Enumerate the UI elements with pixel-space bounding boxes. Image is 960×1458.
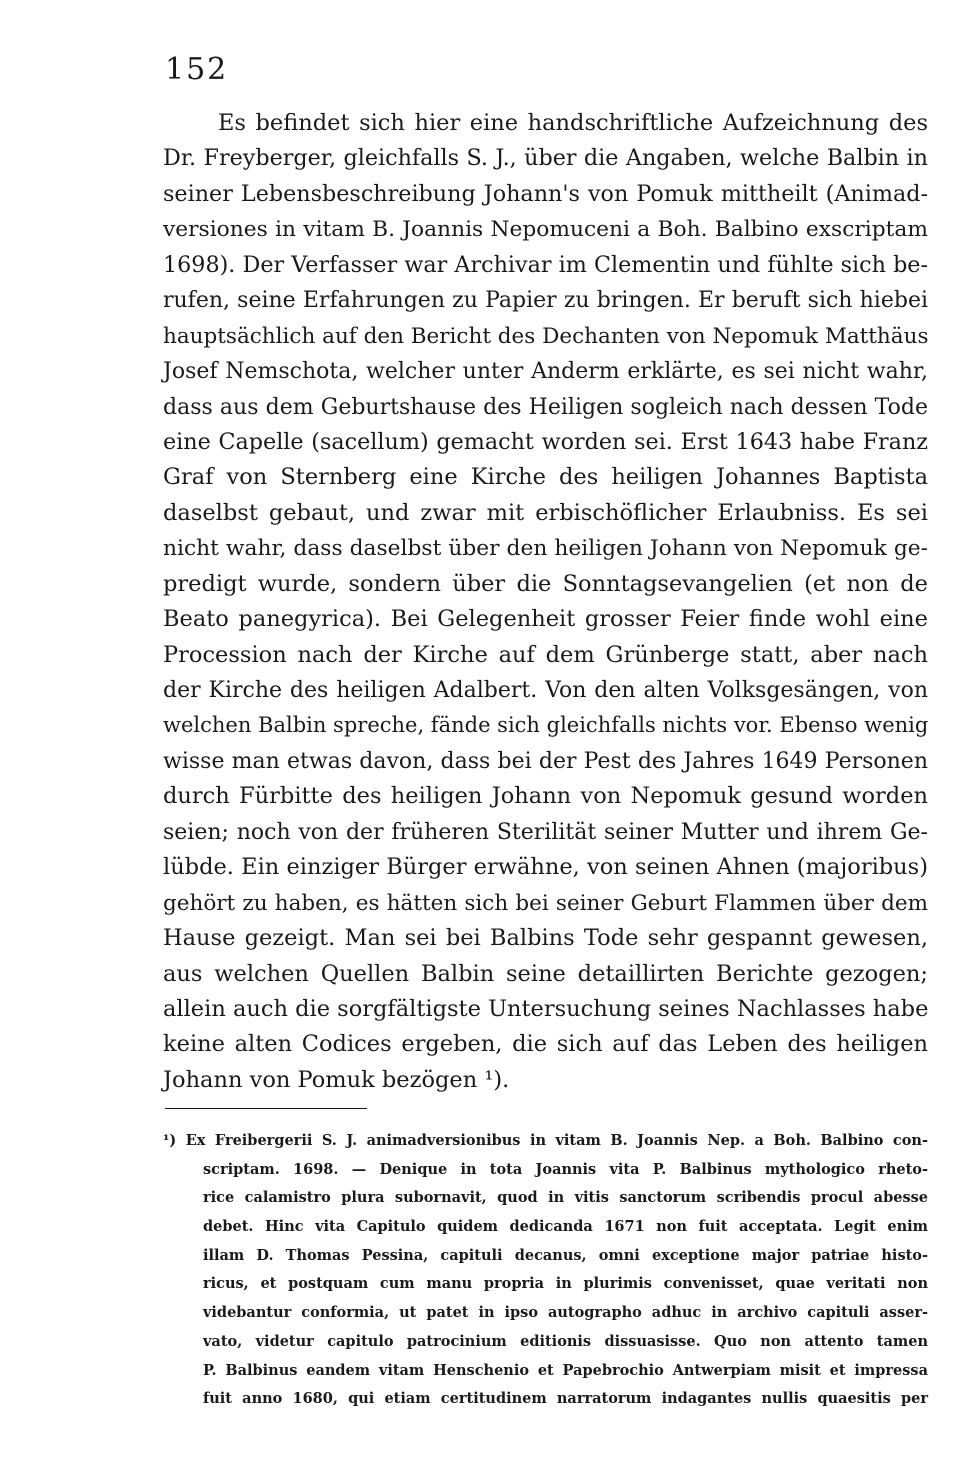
text-line: lübde. Ein einziger Bürger erwähne, von seinen Ahnen (majoribus) — [163, 854, 928, 881]
text-line: rufen, seine Erfahrungen zu Papier zu bringen. Er beruft sich hiebei — [163, 288, 928, 314]
text-line: allein auch die sorgfältigste Untersuchung seines Nachlasses habe — [163, 995, 929, 1022]
text-line: Dr. Freyberger, gleichfalls S. J., über die Angaben, welche Balbin in — [163, 145, 928, 172]
text-line: Procession nach der Kirche auf dem Grünberge statt, aber nach — [163, 641, 928, 668]
text-line: dass aus dem Geburtshause des Heiligen sogleich nach dessen Tode — [163, 394, 928, 420]
text-line: Beato panegyrica). Bei Gelegenheit grosser Feier finde wohl eine — [163, 606, 928, 633]
footnote-line: P. Balbinus eandem vitam Henschenio et Papebrochio Antwerpiam misit et impressa — [203, 1361, 928, 1379]
footnote-separator — [165, 1108, 367, 1109]
text-line: seiner Lebensbeschreibung Johann's von Pomuk mittheilt (Animad- — [163, 180, 928, 207]
footnote-line: fuit anno 1680, qui etiam certitudinem narratorum indagantes nullis quaesitis per — [203, 1390, 928, 1408]
text-line: predigt wurde, sondern über die Sonntagsevangelien (et non de — [163, 570, 928, 597]
text-line: Es befindet sich hier eine handschriftliche Aufzeichnung des — [218, 110, 928, 136]
footnote-line: videbantur conformia, ut patet in ipso autographo adhuc in archivo capituli asser- — [203, 1304, 928, 1322]
text-line: Johann von Pomuk bezögen ¹). — [163, 1066, 510, 1093]
footnote-line: rice calamistro plura subornavit, quod in vitis sanctorum scribendis procul abesse — [203, 1189, 928, 1207]
text-line: Graf von Sternberg eine Kirche des heiligen Johannes Baptista — [163, 464, 928, 491]
footnote-line: ¹) Ex Freibergerii S. J. animadversionibus in vitam B. Joannis Nep. a Boh. Balbino con- — [163, 1132, 928, 1149]
text-line: gehört zu haben, es hätten sich bei seiner Geburt Flammen über dem — [163, 890, 928, 916]
text-line: nicht wahr, dass daselbst über den heiligen Johann von Nepomuk ge- — [163, 536, 928, 562]
text-line: 1698). Der Verfasser war Archivar im Clementin und fühlte sich be- — [163, 251, 928, 278]
text-line: welchen Balbin spreche, fände sich gleichfalls nichts vor. Ebenso wenig — [163, 713, 929, 738]
text-line: daselbst gebaut, und zwar mit erbischöflicher Erlaubniss. Es sei — [163, 499, 928, 526]
text-line: hauptsächlich auf den Bericht des Dechanten von Nepomuk Matthäus — [163, 323, 929, 349]
footnote-line: illam D. Thomas Pessina, capituli decanus, omni exceptione major patriae histo- — [203, 1246, 928, 1264]
text-line: aus welchen Quellen Balbin seine detaillirten Berichte gezogen; — [163, 960, 928, 987]
page-number: 152 — [165, 52, 229, 87]
footnote-line: ricus, et postquam cum manu propria in plurimis convenisset, quae veritati non — [203, 1275, 928, 1293]
body-text — [163, 106, 928, 1098]
text-line: wisse man etwas davon, dass bei der Pest des Jahres 1649 Personen — [163, 748, 928, 774]
text-line: versiones in vitam B. Joannis Nepomuceni a Boh. Balbino exscriptam — [163, 217, 928, 243]
text-line: seien; noch von der früheren Sterilität seiner Mutter und ihrem Ge- — [163, 819, 928, 845]
footnote — [163, 1127, 928, 1414]
text-line: eine Capelle (sacellum) gemacht worden sei. Erst 1643 habe Franz — [163, 428, 928, 455]
footnote-line: scriptam. 1698. — Denique in tota Joannis vita P. Balbinus mythologico rheto- — [203, 1160, 928, 1178]
text-line: keine alten Codices ergeben, die sich auf das Leben des heiligen — [163, 1031, 928, 1058]
footnote-line: debet. Hinc vita Capitulo quidem dedicanda 1671 non fuit acceptata. Legit enim — [203, 1218, 928, 1236]
text-line: durch Fürbitte des heiligen Johann von Nepomuk gesund worden — [163, 783, 928, 810]
text-line: Hause gezeigt. Man sei bei Balbins Tode sehr gespannt gewesen, — [163, 925, 928, 952]
text-line: Josef Nemschota, welcher unter Anderm erklärte, es sei nicht wahr, — [163, 359, 928, 385]
footnote-line: vato, videtur capitulo patrocinium editionis dissuasisse. Quo non attento tamen — [203, 1332, 928, 1350]
text-line: der Kirche des heiligen Adalbert. Von den alten Volksgesängen, von — [163, 678, 928, 703]
